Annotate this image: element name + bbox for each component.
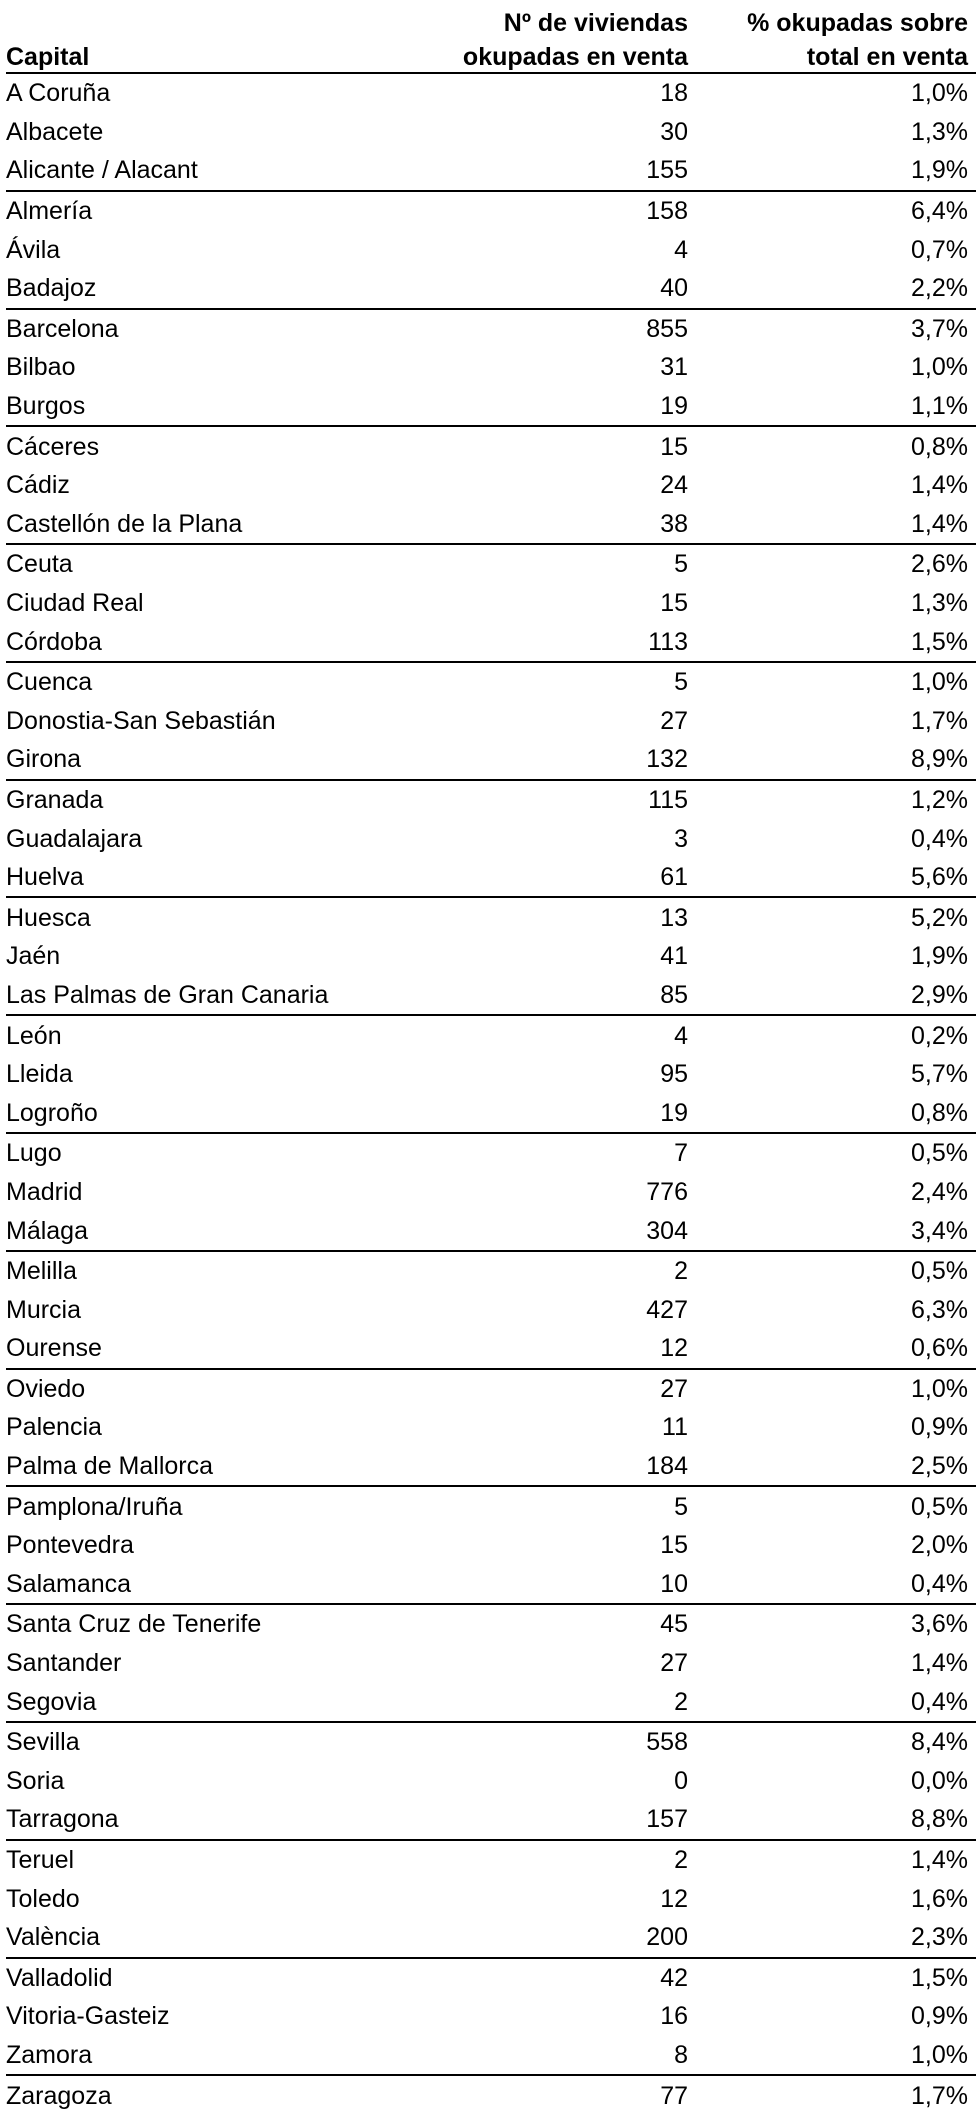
capital-cell: Melilla [6, 1251, 406, 1291]
pct-cell: 0,7% [911, 235, 968, 264]
table-row [6, 348, 976, 387]
pct-cell: 1,5% [911, 627, 968, 656]
table-row [6, 230, 976, 269]
header-row-2 [6, 38, 976, 73]
pct-cell: 2,2% [911, 274, 968, 303]
count-cell: 27 [660, 1649, 688, 1678]
table-row [6, 1133, 976, 1173]
capital-cell: Soria [6, 1766, 65, 1795]
count-cell: 24 [660, 471, 688, 500]
capital-cell: Palencia [6, 1413, 102, 1442]
count-cell: 5 [406, 544, 696, 584]
count-cell: 200 [646, 1923, 688, 1952]
pct-cell: 1,4% [696, 1840, 976, 1880]
table-row [6, 1800, 976, 1840]
pct-cell: 2,9% [911, 980, 968, 1009]
capital-cell: Burgos [6, 392, 86, 421]
pct-cell: 1,7% [696, 2075, 976, 2115]
count-cell: 40 [660, 274, 688, 303]
table-row [6, 73, 976, 113]
pct-cell: 3,4% [911, 1216, 968, 1245]
capital-cell: Castellón de la Plana [6, 509, 243, 538]
pct-cell: 0,8% [911, 1098, 968, 1127]
table-row [6, 505, 976, 545]
count-cell: 15 [406, 426, 696, 466]
count-cell: 15 [660, 589, 688, 618]
capital-cell: Pamplona/Iruña [6, 1486, 406, 1526]
capital-cell: Girona [6, 745, 82, 774]
header-row-1 [6, 0, 976, 38]
table-row [6, 1093, 976, 1133]
pct-cell: 0,9% [911, 2002, 968, 2031]
capital-cell: Bilbao [6, 353, 76, 382]
header-capital: Capital [6, 38, 406, 73]
pct-cell: 0,5% [696, 1486, 976, 1526]
pct-cell: 1,9% [911, 156, 968, 185]
count-cell: 41 [660, 942, 688, 971]
pct-cell: 6,3% [911, 1295, 968, 1324]
capital-cell: Palma de Mallorca [6, 1452, 214, 1481]
count-cell: 4 [406, 1015, 696, 1055]
capital-cell: Sevilla [6, 1722, 406, 1762]
capital-cell: Almería [6, 191, 406, 231]
table-row [6, 1251, 976, 1291]
capital-cell: Donostia-San Sebastián [6, 706, 276, 735]
header-count-line1: Nº de viviendas [503, 9, 688, 37]
capital-cell: Cuenca [6, 662, 406, 702]
pct-cell: 0,4% [911, 1569, 968, 1598]
table-row [6, 466, 976, 505]
count-cell: 5 [406, 1486, 696, 1526]
table-row [6, 662, 976, 702]
capitals-table [6, 0, 976, 2115]
table-row [6, 1682, 976, 1722]
pct-cell: 3,6% [696, 1604, 976, 1644]
count-cell: 2 [406, 1251, 696, 1291]
pct-cell: 0,0% [911, 1766, 968, 1795]
table-row [6, 1762, 976, 1801]
table-row [6, 113, 976, 152]
pct-cell: 1,3% [911, 589, 968, 618]
table-row [6, 1722, 976, 1762]
pct-cell: 0,6% [911, 1334, 968, 1363]
count-cell: 158 [406, 191, 696, 231]
table-row [6, 702, 976, 741]
pct-cell: 1,3% [911, 117, 968, 146]
capital-cell: Toledo [6, 1884, 80, 1913]
capital-cell: Tarragona [6, 1805, 119, 1834]
count-cell: 2 [406, 1840, 696, 1880]
table-row [6, 1604, 976, 1644]
table-row [6, 1290, 976, 1329]
count-cell: 95 [660, 1060, 688, 1089]
capital-cell: Cáceres [6, 426, 406, 466]
count-cell: 184 [646, 1452, 688, 1481]
pct-cell: 2,6% [696, 544, 976, 584]
pct-cell: 1,4% [911, 509, 968, 538]
capital-cell: Zamora [6, 2040, 93, 2069]
capital-cell: Badajoz [6, 274, 97, 303]
pct-cell: 1,0% [911, 353, 968, 382]
table-row [6, 1015, 976, 1055]
count-cell: 27 [406, 1369, 696, 1409]
capital-cell: Oviedo [6, 1369, 406, 1409]
capital-cell: Córdoba [6, 627, 102, 656]
table-row [6, 1918, 976, 1958]
count-cell: 27 [660, 706, 688, 735]
header-capital-spacer [6, 0, 406, 38]
count-cell: 19 [660, 1098, 688, 1127]
table-row [6, 1997, 976, 2036]
capital-cell: Murcia [6, 1295, 82, 1324]
count-cell: 155 [646, 156, 688, 185]
table-row [6, 937, 976, 976]
header-pct-line1: % okupadas sobre [747, 9, 968, 37]
table-row [6, 309, 976, 349]
table-row [6, 1486, 976, 1526]
count-cell: 19 [660, 392, 688, 421]
table-row [6, 387, 976, 427]
count-cell: 85 [660, 980, 688, 1009]
table-row [6, 976, 976, 1016]
capital-cell: Ourense [6, 1334, 102, 1363]
pct-cell: 5,7% [911, 1060, 968, 1089]
count-cell: 12 [660, 1334, 688, 1363]
header-pct-line2: total en venta [696, 38, 976, 73]
table-row [6, 1644, 976, 1683]
table-row [6, 819, 976, 858]
capital-cell: Salamanca [6, 1569, 132, 1598]
count-cell: 157 [646, 1805, 688, 1834]
count-cell: 45 [406, 1604, 696, 1644]
count-cell: 10 [660, 1569, 688, 1598]
pct-cell: 0,9% [911, 1413, 968, 1442]
table-row [6, 1958, 976, 1998]
table-row [6, 2075, 976, 2115]
pct-cell: 2,3% [911, 1923, 968, 1952]
capital-cell: Pontevedra [6, 1531, 134, 1560]
count-cell: 16 [660, 2002, 688, 2031]
header-count-line2: okupadas en venta [406, 38, 696, 73]
count-cell: 855 [406, 309, 696, 349]
table-row [6, 897, 976, 937]
count-cell: 7 [406, 1133, 696, 1173]
pct-cell: 0,8% [696, 426, 976, 466]
capital-cell: Barcelona [6, 309, 406, 349]
pct-cell: 1,0% [911, 79, 968, 108]
table-row [6, 1840, 976, 1880]
pct-cell: 1,6% [911, 1884, 968, 1913]
count-cell: 31 [660, 353, 688, 382]
capital-cell: Alicante / Alacant [6, 156, 198, 185]
table-row [6, 151, 976, 191]
pct-cell: 5,6% [911, 863, 968, 892]
capital-cell: Logroño [6, 1098, 98, 1127]
table-row [6, 1055, 976, 1094]
pct-cell: 8,8% [911, 1805, 968, 1834]
count-cell: 8 [674, 2040, 688, 2069]
capital-cell: València [6, 1923, 101, 1952]
table-row [6, 2036, 976, 2076]
capital-cell: A Coruña [6, 79, 111, 108]
count-cell: 2 [674, 1687, 688, 1716]
table-row [6, 1369, 976, 1409]
table-row [6, 780, 976, 820]
count-cell: 38 [660, 509, 688, 538]
pct-cell: 1,0% [911, 2040, 968, 2069]
capital-cell: Guadalajara [6, 824, 143, 853]
capital-cell: Santander [6, 1649, 122, 1678]
pct-cell: 1,1% [911, 392, 968, 421]
table-row [6, 1211, 976, 1251]
capital-cell: Cádiz [6, 471, 70, 500]
capital-cell: León [6, 1015, 406, 1055]
pct-cell: 3,7% [696, 309, 976, 349]
pct-cell: 0,2% [696, 1015, 976, 1055]
table-row [6, 584, 976, 623]
count-cell: 3 [674, 824, 688, 853]
pct-cell: 5,2% [696, 897, 976, 937]
capital-cell: Lleida [6, 1060, 73, 1089]
table-row [6, 1329, 976, 1369]
capital-cell: Lugo [6, 1133, 406, 1173]
count-cell: 427 [646, 1295, 688, 1324]
pct-cell: 6,4% [696, 191, 976, 231]
count-cell: 15 [660, 1531, 688, 1560]
pct-cell: 1,0% [696, 662, 976, 702]
count-cell: 776 [646, 1177, 688, 1206]
capital-cell: Las Palmas de Gran Canaria [6, 980, 329, 1009]
pct-cell: 0,5% [696, 1251, 976, 1291]
count-cell: 77 [406, 2075, 696, 2115]
count-cell: 132 [646, 745, 688, 774]
capital-cell: Segovia [6, 1687, 97, 1716]
table-row [6, 1526, 976, 1565]
capital-cell: Teruel [6, 1840, 406, 1880]
table-row [6, 1879, 976, 1918]
count-cell: 11 [662, 1413, 688, 1442]
pct-cell: 1,4% [911, 471, 968, 500]
pct-cell: 1,2% [696, 780, 976, 820]
count-cell: 304 [646, 1216, 688, 1245]
table-row [6, 1173, 976, 1212]
count-cell: 0 [674, 1766, 688, 1795]
capital-cell: Vitoria-Gasteiz [6, 2002, 170, 2031]
table-row [6, 426, 976, 466]
capital-cell: Ávila [6, 235, 61, 264]
capital-cell: Madrid [6, 1177, 83, 1206]
capital-cell: Jaén [6, 942, 61, 971]
table-body [6, 73, 976, 2115]
table-row [6, 858, 976, 898]
pct-cell: 0,4% [911, 1687, 968, 1716]
count-cell: 42 [406, 1958, 696, 1998]
table-row [6, 544, 976, 584]
pct-cell: 2,0% [911, 1531, 968, 1560]
pct-cell: 2,4% [911, 1177, 968, 1206]
table-header [6, 0, 976, 73]
count-cell: 18 [660, 79, 688, 108]
count-cell: 558 [406, 1722, 696, 1762]
capital-cell: Málaga [6, 1216, 88, 1245]
capital-cell: Santa Cruz de Tenerife [6, 1604, 406, 1644]
count-cell: 13 [406, 897, 696, 937]
pct-cell: 1,4% [911, 1649, 968, 1678]
pct-cell: 1,0% [696, 1369, 976, 1409]
capital-cell: Zaragoza [6, 2075, 406, 2115]
count-cell: 115 [406, 780, 696, 820]
table-row [6, 622, 976, 662]
pct-cell: 1,7% [911, 706, 968, 735]
table-row [6, 1447, 976, 1487]
pct-cell: 0,4% [911, 824, 968, 853]
capital-cell: Granada [6, 780, 406, 820]
pct-cell: 1,5% [696, 1958, 976, 1998]
capital-cell: Albacete [6, 117, 104, 146]
count-cell: 61 [660, 863, 688, 892]
pct-cell: 8,4% [696, 1722, 976, 1762]
capital-cell: Ciudad Real [6, 589, 144, 618]
count-cell: 12 [660, 1884, 688, 1913]
pct-cell: 0,5% [696, 1133, 976, 1173]
capital-cell: Valladolid [6, 1958, 406, 1998]
table-row [6, 191, 976, 231]
table-row [6, 1565, 976, 1605]
count-cell: 5 [406, 662, 696, 702]
count-cell: 113 [648, 627, 688, 656]
pct-cell: 2,5% [911, 1452, 968, 1481]
count-cell: 30 [660, 117, 688, 146]
pct-cell: 1,9% [911, 942, 968, 971]
table-row [6, 269, 976, 309]
table-row [6, 1408, 976, 1447]
capital-cell: Ceuta [6, 544, 406, 584]
capital-cell: Huelva [6, 863, 84, 892]
count-cell: 4 [674, 235, 688, 264]
capital-cell: Huesca [6, 897, 406, 937]
table-row [6, 740, 976, 780]
pct-cell: 8,9% [911, 745, 968, 774]
